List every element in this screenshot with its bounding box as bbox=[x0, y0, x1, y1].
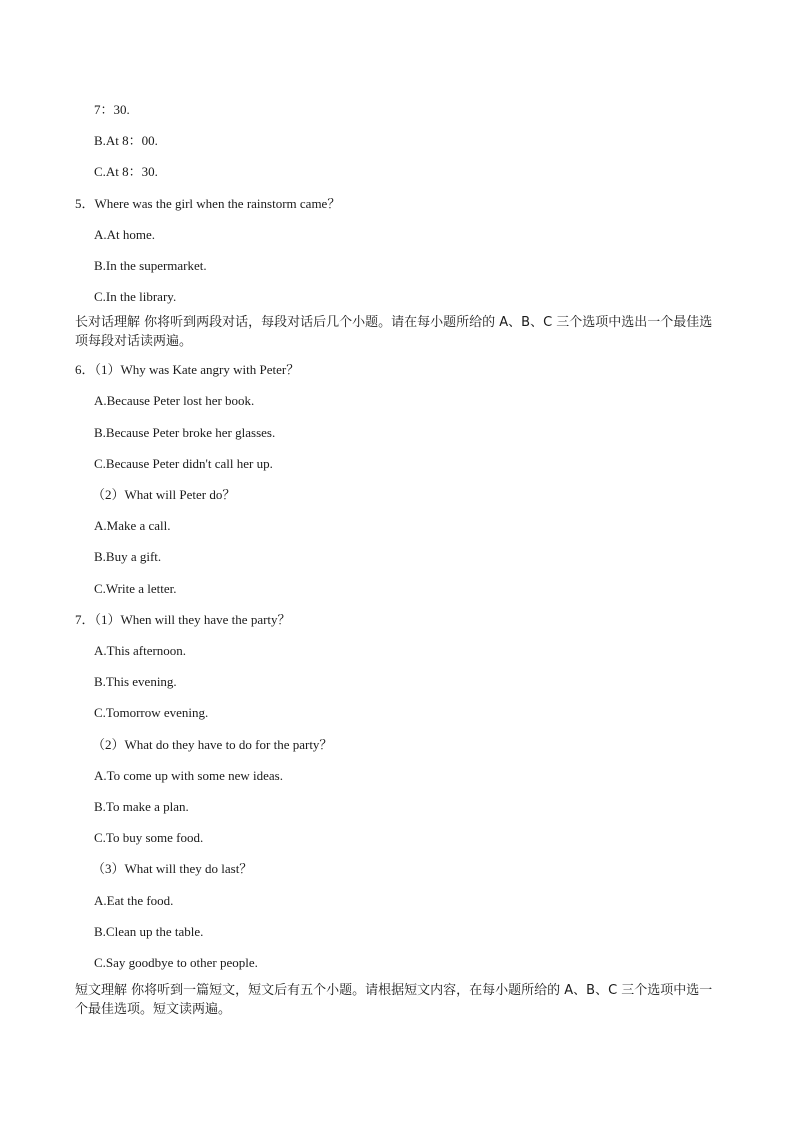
option-text: C.Say goodbye to other people. bbox=[94, 955, 258, 970]
question-text: 6．（1）Why was Kate angry with Peter？ bbox=[75, 362, 300, 377]
option-text: C.To buy some food. bbox=[94, 830, 204, 845]
sub-question-text: （3）What will they do last？ bbox=[92, 861, 253, 876]
option-text: A.To come up with some new ideas. bbox=[94, 768, 283, 783]
option-text: C.Write a letter. bbox=[94, 581, 177, 596]
option-text: B.This evening. bbox=[94, 674, 177, 689]
option-text: C.In the library. bbox=[94, 289, 177, 304]
option-text: A.Because Peter lost her book. bbox=[94, 393, 255, 408]
question-text: 5．Where was the girl when the rainstorm came？ bbox=[75, 196, 341, 211]
option-text: 7：30. bbox=[94, 102, 130, 117]
option-text: B.To make a plan. bbox=[94, 799, 189, 814]
option-text: B.In the supermarket. bbox=[94, 258, 207, 273]
option-text: A.Make a call. bbox=[94, 518, 171, 533]
section-instructions: 短文理解 你将听到一篇短文，短文后有五个小题。请根据短文内容，在每小题所给的 A、B、C 三个选项中选一个最佳选项。短文读两遍。 bbox=[75, 983, 713, 1017]
option-text: A.At home. bbox=[94, 227, 156, 242]
option-text: B.Clean up the table. bbox=[94, 924, 204, 939]
option-text: B.Buy a gift. bbox=[94, 549, 162, 564]
option-text: B.At 8：00. bbox=[94, 133, 158, 148]
option-text: C.At 8：30. bbox=[94, 164, 158, 179]
option-text: A.Eat the food. bbox=[94, 893, 174, 908]
option-text: C.Tomorrow evening. bbox=[94, 705, 209, 720]
option-text: C.Because Peter didn't call her up. bbox=[94, 456, 273, 471]
section-instructions: 长对话理解 你将听到两段对话，每段对话后几个小题。请在每小题所给的 A、B、C 三个选项中选出一个最佳选项每段对话读两遍。 bbox=[75, 315, 713, 349]
sub-question-text: （2）What do they have to do for the party？ bbox=[92, 737, 333, 752]
option-text: B.Because Peter broke her glasses. bbox=[94, 425, 276, 440]
option-text: A.This afternoon. bbox=[94, 643, 187, 658]
question-text: 7．（1）When will they have the party？ bbox=[75, 612, 291, 627]
sub-question-text: （2）What will Peter do？ bbox=[92, 487, 236, 502]
